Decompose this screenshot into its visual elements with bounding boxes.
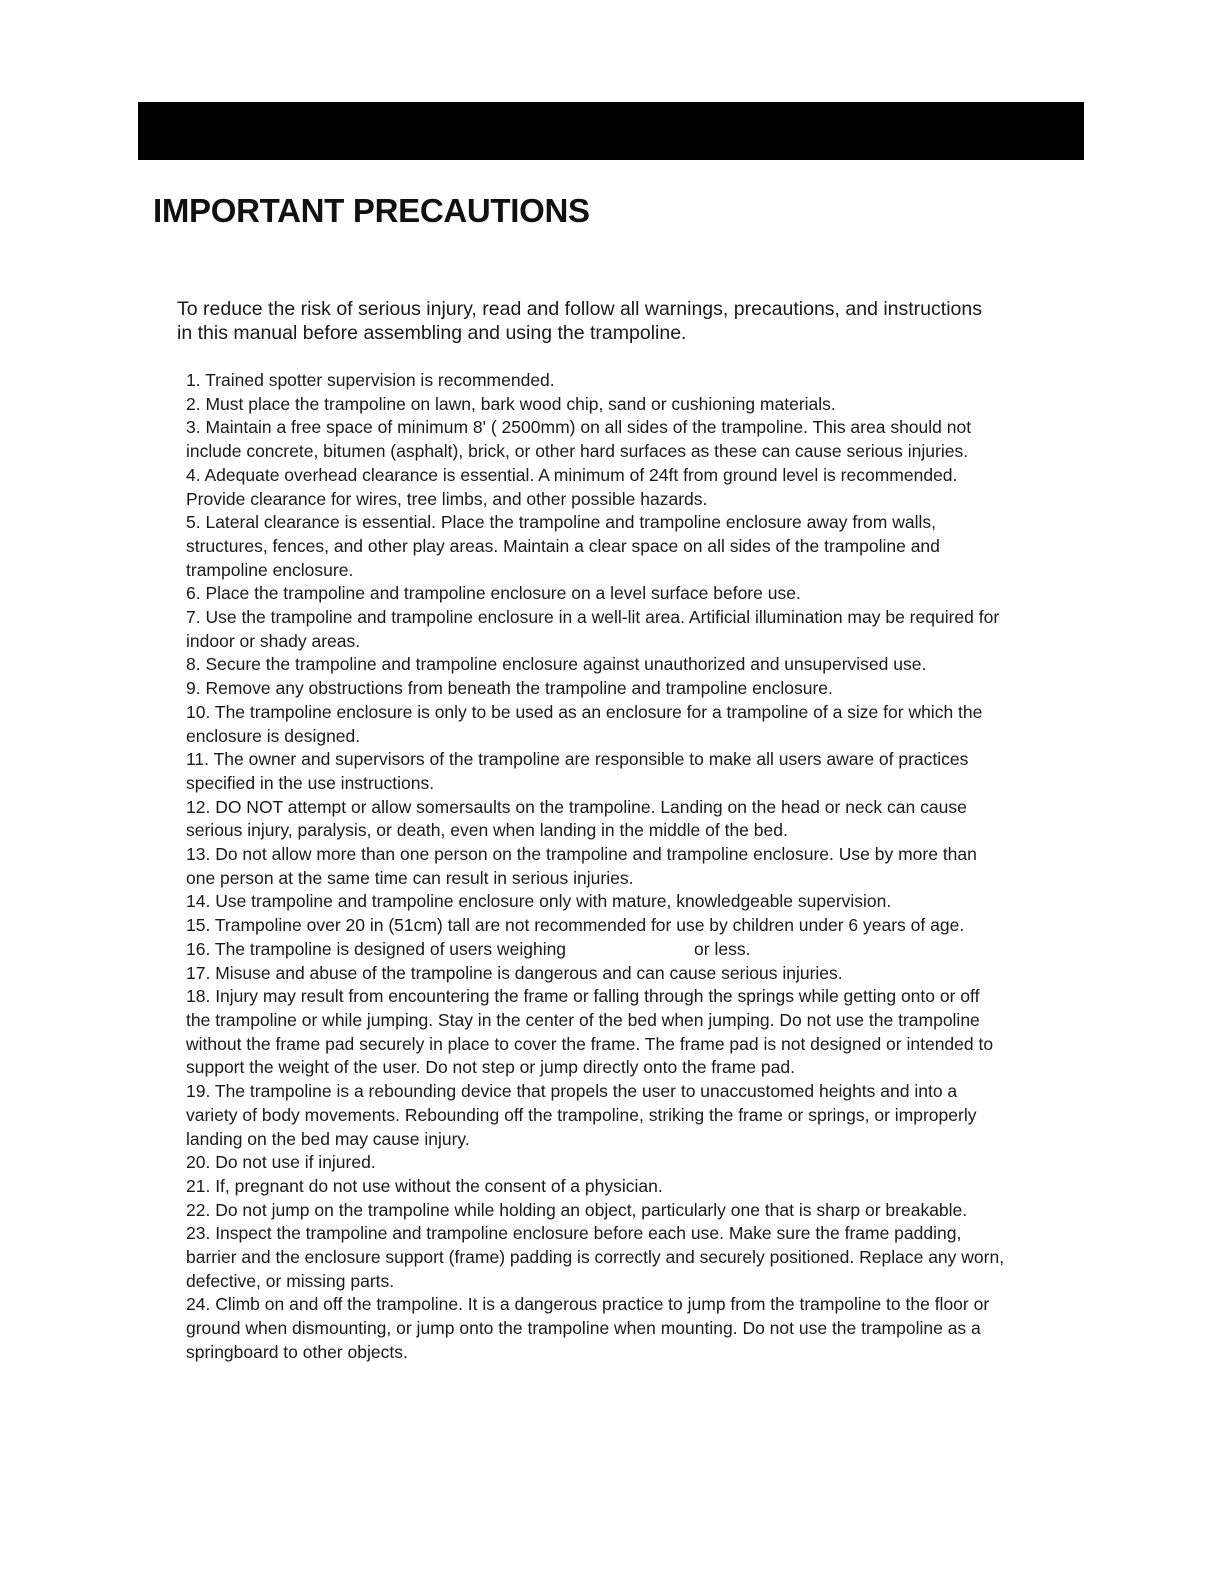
intro-line: To reduce the risk of serious injury, read and follow all warnings, precautions, and instructions — [177, 298, 982, 320]
precaution-line: 6. Place the trampoline and trampoline enclosure on a level surface before use. — [186, 583, 801, 604]
precaution-item-7 — [186, 606, 1076, 653]
precaution-item-5 — [186, 511, 1076, 582]
precaution-line: 8. Secure the trampoline and trampoline enclosure against unauthorized and unsupervised use. — [186, 654, 927, 675]
precaution-line: 21. If, pregnant do not use without the consent of a physician. — [186, 1175, 663, 1196]
precaution-line: enclosure is designed. — [186, 725, 361, 746]
precaution-line: 17. Misuse and abuse of the trampoline is dangerous and can cause serious injuries. — [186, 962, 843, 983]
item-16-suffix: or less. — [694, 938, 751, 959]
precaution-item-2 — [186, 393, 1076, 417]
precaution-item-3 — [186, 416, 1076, 463]
precaution-line: structures, fences, and other play areas. Maintain a clear space on all sides of the trampoline and — [186, 535, 940, 556]
precaution-line: 23. Inspect the trampoline and trampoline enclosure before each use. Make sure the frame padding, — [186, 1223, 962, 1244]
precaution-item-20 — [186, 1151, 1076, 1175]
precaution-item-9 — [186, 677, 1076, 701]
precaution-line: support the weight of the user. Do not step or jump directly onto the frame pad. — [186, 1057, 795, 1078]
precaution-line: defective, or missing parts. — [186, 1270, 395, 1291]
precaution-item-17 — [186, 962, 1076, 986]
precaution-item-15 — [186, 914, 1076, 938]
precaution-line: 7. Use the trampoline and trampoline enclosure in a well-lit area. Artificial illumination may be required for — [186, 607, 1000, 628]
precaution-item-23 — [186, 1222, 1076, 1293]
precaution-line: 9. Remove any obstructions from beneath the trampoline and trampoline enclosure. — [186, 678, 833, 699]
precaution-line: 1. Trained spotter supervision is recommended. — [186, 370, 555, 390]
precaution-item-12 — [186, 796, 1076, 843]
precaution-item-6 — [186, 582, 1076, 606]
precaution-line: 10. The trampoline enclosure is only to be used as an enclosure for a trampoline of a size for which the — [186, 701, 983, 722]
precaution-line: indoor or shady areas. — [186, 630, 361, 651]
precaution-item-19 — [186, 1080, 1076, 1151]
precaution-line: without the frame pad securely in place to cover the frame. The frame pad is not designed or intended to — [186, 1033, 994, 1054]
precaution-line: 3. Maintain a free space of minimum 8' ( 2500mm) on all sides of the trampoline. This area should not — [186, 417, 972, 438]
precaution-item-4 — [186, 464, 1076, 511]
precaution-line: 12. DO NOT attempt or allow somersaults on the trampoline. Landing on the head or neck can cause — [186, 796, 967, 817]
precaution-line: 13. Do not allow more than one person on the trampoline and trampoline enclosure. Use by more than — [186, 844, 977, 865]
precaution-item-18 — [186, 985, 1076, 1080]
precaution-line: variety of body movements. Rebounding off the trampoline, striking the frame or springs, or improperly — [186, 1104, 977, 1125]
precaution-line: the trampoline or while jumping. Stay in the center of the bed when jumping. Do not use the trampoline — [186, 1009, 980, 1030]
precaution-item-8 — [186, 653, 1076, 677]
precaution-line: 4. Adequate overhead clearance is essential. A minimum of 24ft from ground level is recommended. — [186, 464, 958, 485]
precaution-line: 14. Use trampoline and trampoline enclosure only with mature, knowledgeable supervision. — [186, 891, 892, 912]
precaution-line — [186, 938, 1076, 962]
precaution-item-22 — [186, 1199, 1076, 1223]
precaution-line: 24. Climb on and off the trampoline. It is a dangerous practice to jump from the trampoline to the floor or — [186, 1294, 990, 1315]
precaution-line: ground when dismounting, or jump onto the trampoline when mounting. Do not use the trampoline as a — [186, 1318, 981, 1339]
precaution-line: specified in the use instructions. — [186, 772, 435, 793]
precaution-line: 5. Lateral clearance is essential. Place the trampoline and trampoline enclosure away from walls, — [186, 512, 936, 533]
precaution-item-14 — [186, 890, 1076, 914]
precaution-line: barrier and the enclosure support (frame) padding is correctly and securely positioned. Replace any worn, — [186, 1247, 1005, 1268]
precaution-item-11 — [186, 748, 1076, 795]
precaution-line: serious injury, paralysis, or death, even when landing in the middle of the bed. — [186, 820, 788, 841]
item-16-text: 16. The trampoline is designed of users weighing — [186, 938, 567, 959]
precaution-line: 20. Do not use if injured. — [186, 1152, 376, 1173]
precaution-item-13 — [186, 843, 1076, 890]
page-title: IMPORTANT PRECAUTIONS — [153, 192, 590, 229]
precaution-item-21 — [186, 1175, 1076, 1199]
precaution-item-16 — [186, 938, 1076, 962]
precaution-item-1 — [186, 369, 1076, 393]
intro-line: in this manual before assembling and using the trampoline. — [177, 322, 687, 344]
precaution-line: one person at the same time can result in serious injuries. — [186, 867, 634, 888]
precaution-line: 15. Trampoline over 20 in (51cm) tall are not recommended for use by children under 6 years of age. — [186, 915, 965, 936]
precaution-line: 22. Do not jump on the trampoline while holding an object, particularly one that is sharp or breakable. — [186, 1199, 968, 1220]
precaution-line: include concrete, bitumen (asphalt), brick, or other hard surfaces as these can cause serious injuries. — [186, 441, 969, 462]
intro-paragraph — [177, 297, 1037, 345]
precaution-line: 19. The trampoline is a rebounding device that propels the user to unaccustomed heights and into a — [186, 1081, 958, 1102]
precaution-line: 18. Injury may result from encountering the frame or falling through the springs while getting onto or off — [186, 986, 980, 1007]
precaution-item-10 — [186, 701, 1076, 748]
precautions-list — [186, 369, 1076, 1365]
precaution-line: springboard to other objects. — [186, 1341, 408, 1362]
precaution-line: Provide clearance for wires, tree limbs, and other possible hazards. — [186, 488, 708, 509]
header-bar — [138, 102, 1084, 160]
precaution-item-24 — [186, 1293, 1076, 1364]
precaution-line: 11. The owner and supervisors of the trampoline are responsible to make all users aware of practices — [186, 749, 969, 770]
precaution-line: landing on the bed may cause injury. — [186, 1128, 470, 1149]
precaution-line: trampoline enclosure. — [186, 559, 354, 580]
precaution-line: 2. Must place the trampoline on lawn, bark wood chip, sand or cushioning materials. — [186, 393, 836, 414]
